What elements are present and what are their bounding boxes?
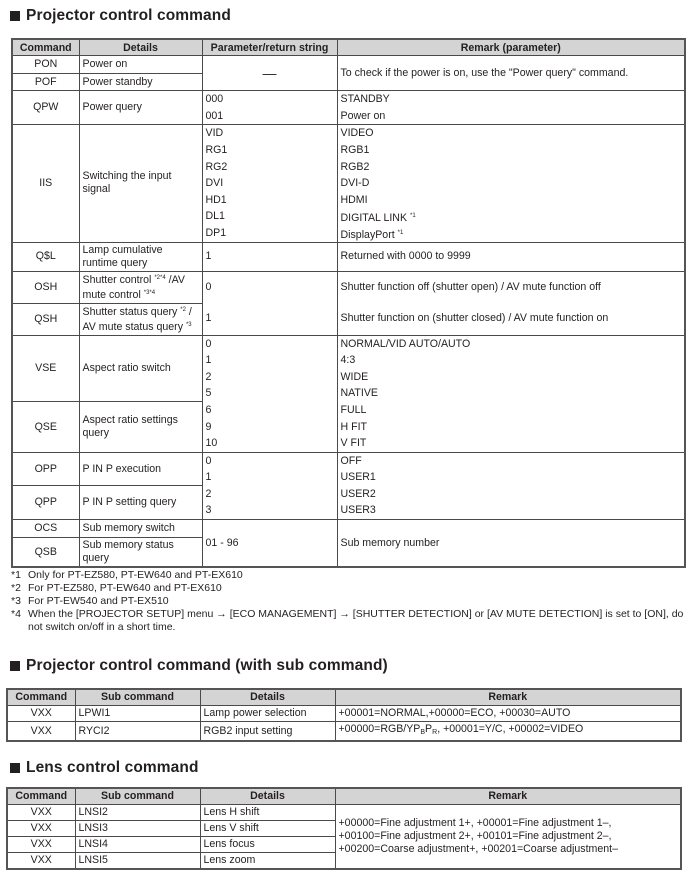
command-cell: QPP (12, 486, 79, 520)
table-row (12, 303, 685, 335)
table-row (12, 335, 685, 402)
parameter-cell: 000 001 (202, 91, 337, 125)
command-cell: QPW (12, 91, 79, 125)
sub-command-cell: LNSI5 (75, 853, 200, 870)
details-cell: Shutter control $^{*2*4}$ /AV mute control $^{*3*4}$ (79, 271, 202, 303)
details-cell: Lamp power selection (200, 706, 335, 722)
remark-cell: Returned with 0000 to 9999 (337, 242, 685, 271)
remark-cell: Sub memory number (337, 520, 685, 568)
command-cell: VXX (7, 706, 75, 722)
square-bullet-icon (10, 763, 20, 773)
table-header-row (7, 689, 681, 706)
table-row (12, 56, 685, 74)
command-cell: QSB (12, 537, 79, 567)
header-remark: Remark (335, 689, 681, 706)
details-cell: Switching the input signal (79, 125, 202, 242)
remark-cell: STANDBY Power on (337, 91, 685, 125)
section-title-lens-control: Lens control command (10, 759, 199, 777)
footnote-ref: *2 (180, 307, 186, 314)
footnote: *1 Only for PT-EZ580, PT-EW640 and PT-EX610 (11, 569, 243, 581)
command-cell: VXX (7, 837, 75, 853)
command-cell: OCS (12, 520, 79, 538)
parameter-cell: — (202, 56, 337, 91)
footnote: *4 When the [PROJECTOR SETUP] menu → [ECO MANAGEMENT] → [SHUTTER DETECTION] or [AV MUTE DETECTION] is set to [ON], do not switch on/off in a short time. (11, 608, 684, 634)
details-cell: P IN P execution (79, 452, 202, 486)
parameter-cell: 01 - 96 (202, 520, 337, 568)
sub-command-cell: LPWI1 (75, 706, 200, 722)
command-cell: Q$L (12, 242, 79, 271)
parameter-cell: 1 (202, 303, 337, 335)
table-row (7, 706, 681, 722)
details-cell: Power on (79, 56, 202, 74)
command-cell: VXX (7, 805, 75, 821)
parameter-cell: 0 1 2 3 (202, 452, 337, 519)
remark-cell: Shutter function on (shutter closed) / AV mute function on (337, 303, 685, 335)
details-cell: Power standby (79, 73, 202, 91)
details-cell: Sub memory switch (79, 520, 202, 538)
header-command: Command (7, 788, 75, 805)
details-cell: Lens focus (200, 837, 335, 853)
details-cell: RGB2 input setting (200, 722, 335, 742)
details-cell: Sub memory status query (79, 537, 202, 567)
table-row (7, 722, 681, 742)
footnote: *2 For PT-EZ580, PT-EW640 and PT-EX610 (11, 582, 222, 595)
command-cell: VXX (7, 722, 75, 742)
header-details: Details (200, 788, 335, 805)
sub-command-table (6, 688, 682, 742)
command-cell: VSE (12, 335, 79, 402)
remark-cell: Shutter function off (shutter open) / AV mute function off (337, 271, 685, 303)
remark-cell: VIDEO RGB1 RGB2 DVI-D HDMI DIGITAL LINK $^{*1}$ DisplayPort $^{*1}$ (337, 125, 685, 242)
header-command: Command (12, 39, 79, 56)
footnotes (11, 569, 688, 634)
remark-cell: OFF USER1 USER2 USER3 (337, 452, 685, 519)
parameter-cell: 0 1 2 5 6 9 10 (202, 335, 337, 452)
sub-command-cell: LNSI4 (75, 837, 200, 853)
footnote-ref: *3 (185, 322, 192, 329)
details-cell: Lamp cumulative runtime query (79, 242, 202, 271)
details-cell: Shutter status query $^{*2}$ / AV mute status query $^{*3}$ (79, 303, 202, 335)
header-parameter: Parameter/return string (202, 39, 337, 56)
footnote-ref: *3*4 (143, 290, 156, 297)
header-sub-command: Sub command (75, 689, 200, 706)
header-details: Details (200, 689, 335, 706)
header-details: Details (79, 39, 202, 56)
section-title-sub-command: Projector control command (with sub command) (10, 657, 388, 675)
command-cell: POF (12, 73, 79, 91)
sub-command-cell: RYCI2 (75, 722, 200, 742)
details-cell: Lens zoom (200, 853, 335, 870)
header-sub-command: Sub command (75, 788, 200, 805)
details-cell: Aspect ratio switch (79, 335, 202, 402)
table-row (12, 242, 685, 271)
footnote-ref: *1 (397, 229, 404, 236)
command-cell: OSH (12, 271, 79, 303)
table-header-row (12, 39, 685, 56)
command-cell: IIS (12, 125, 79, 242)
sub-command-cell: LNSI2 (75, 805, 200, 821)
lens-control-table (6, 787, 682, 870)
details-cell: P IN P setting query (79, 486, 202, 520)
header-command: Command (7, 689, 75, 706)
remark-cell: +00000=Fine adjustment 1+, +00001=Fine adjustment 1–, +00100=Fine adjustment 2+, +00101=Fine adjustment 2–, +00200=Coarse adjustment+, +00201=Coarse adjustment– (335, 805, 681, 870)
command-cell: OPP (12, 452, 79, 486)
details-cell: Power query (79, 91, 202, 125)
details-cell: Lens V shift (200, 821, 335, 837)
footnote-ref: *1 (409, 213, 416, 220)
footnote-ref: *2*4 (154, 275, 166, 282)
command-cell: VXX (7, 853, 75, 870)
details-cell: Lens H shift (200, 805, 335, 821)
table-row (12, 452, 685, 486)
header-remark: Remark (parameter) (337, 39, 685, 56)
remark-cell: NORMAL/VID AUTO/AUTO 4:3 WIDE NATIVE FULL H FIT V FIT (337, 335, 685, 452)
command-cell: QSH (12, 303, 79, 335)
section-title-projector-control: Projector control command (10, 7, 231, 25)
square-bullet-icon (10, 661, 20, 671)
header-remark: Remark (335, 788, 681, 805)
remark-cell: $+00000=RGB/YP_BP_R$, +00001=Y/C, +00002=VIDEO (335, 722, 681, 742)
remark-cell: +00001=NORMAL,+00000=ECO, +00030=AUTO (335, 706, 681, 722)
remark-cell: To check if the power is on, use the "Power query" command. (337, 56, 685, 91)
footnote: *3 For PT-EW540 and PT-EX510 (11, 595, 169, 608)
table-row (12, 125, 685, 242)
sub-command-cell: LNSI3 (75, 821, 200, 837)
command-cell: VXX (7, 821, 75, 837)
table-row (12, 91, 685, 125)
table-row (7, 805, 681, 821)
parameter-cell: 1 (202, 242, 337, 271)
table-row (12, 271, 685, 303)
parameter-cell: VID RG1 RG2 DVI HD1 DL1 DP1 (202, 125, 337, 242)
command-cell: PON (12, 56, 79, 74)
command-cell: QSE (12, 402, 79, 453)
projector-control-table (11, 38, 686, 568)
parameter-cell: 0 (202, 271, 337, 303)
details-cell: Aspect ratio settings query (79, 402, 202, 453)
table-row (12, 520, 685, 538)
table-header-row (7, 788, 681, 805)
square-bullet-icon (10, 11, 20, 21)
